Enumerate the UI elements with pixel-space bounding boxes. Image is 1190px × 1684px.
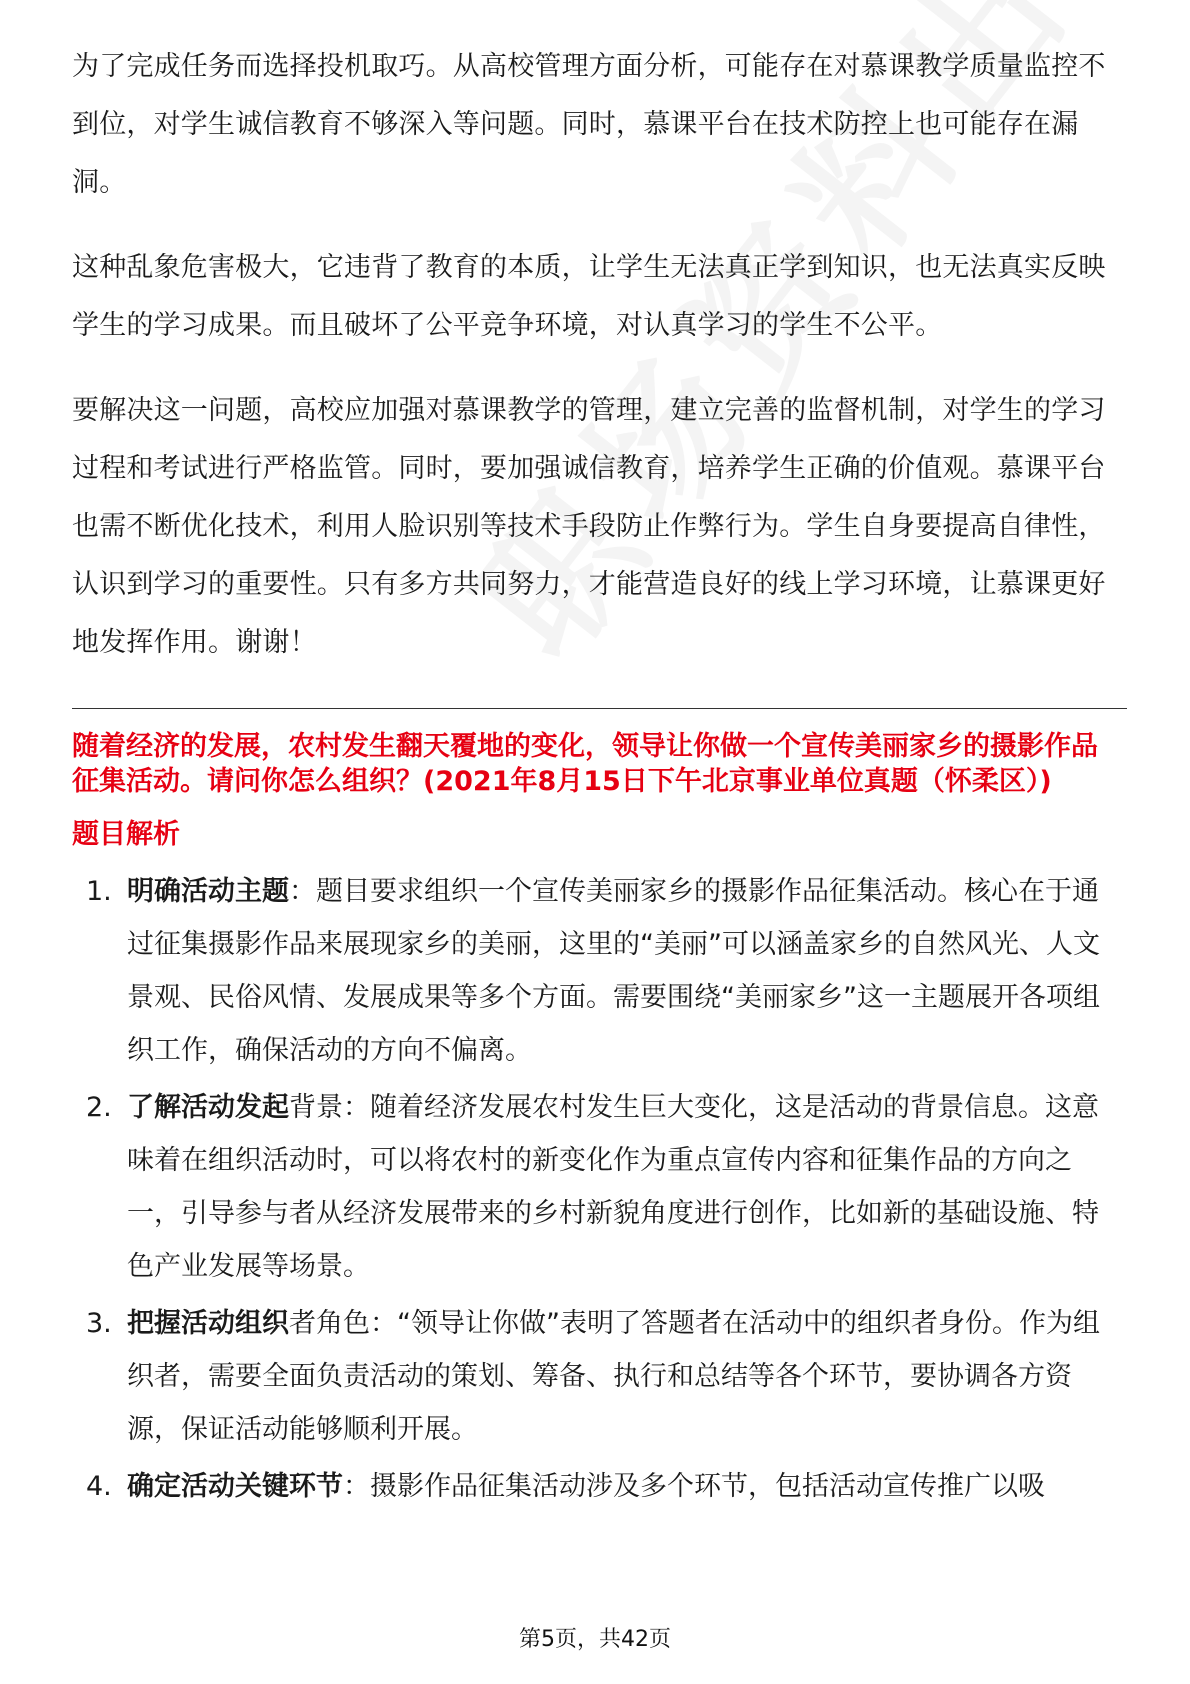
- list-number: 2.: [86, 1092, 112, 1123]
- list-number: 3.: [86, 1308, 112, 1339]
- list-item: [72, 865, 1122, 1077]
- list-item-text: ：题目要求组织一个宣传美丽家乡的摄影作品征集活动。核心在于通过征集摄影作品来展现家乡的美丽，这里的“美丽”可以涵盖家乡的自然风光、人文景观、民俗风情、发展成果等多个方面。需要围绕“美丽家乡”这一主题展开各项组织工作，确保活动的方向不偏离。: [127, 876, 1100, 1066]
- question-heading: 随着经济的发展，农村发生翻天覆地的变化，领导让你做一个宣传美丽家乡的摄影作品征集活动。请问你怎么组织？(2021年8月15日下午北京事业单位真题（怀柔区）): [72, 731, 1098, 797]
- analysis-list: [72, 865, 1122, 1513]
- list-number: 4.: [86, 1471, 112, 1502]
- list-item-lead: 把握活动组织: [127, 1308, 289, 1339]
- list-item-text: 者角色：“领导让你做”表明了答题者在活动中的组织者身份。作为组织者，需要全面负责活动的策划、筹备、执行和总结等各个环节，要协调各方资源，保证活动能够顺利开展。: [127, 1308, 1100, 1445]
- list-item-lead: 确定活动关键环节: [127, 1471, 343, 1502]
- document-body: [72, 38, 1122, 1513]
- page-number: 第5页，共42页: [519, 1627, 671, 1652]
- list-item-text: 背景：随着经济发展农村发生巨大变化，这是活动的背景信息。这意味着在组织活动时，可以将农村的新变化作为重点宣传内容和征集作品的方向之一，引导参与者从经济发展带来的乡村新貌角度进行创作，比如新的基础设施、特色产业发展等场景。: [127, 1092, 1099, 1282]
- list-item-lead: 了解活动发起: [127, 1092, 289, 1123]
- list-item: [72, 1460, 1122, 1513]
- analysis-title: 题目解析: [72, 819, 180, 850]
- list-item-lead: 明确活动主题: [127, 876, 289, 907]
- list-number: 1.: [86, 876, 112, 907]
- paragraph: 要解决这一问题，高校应加强对慕课教学的管理，建立完善的监督机制，对学生的学习过程和考试进行严格监管。同时，要加强诚信教育，培养学生正确的价值观。慕课平台也需不断优化技术，利用人脸识别等技术手段防止作弊行为。学生自身要提高自律性，认识到学习的重要性。只有多方共同努力，才能营造良好的线上学习环境，让慕课更好地发挥作用。谢谢！: [72, 395, 1106, 658]
- paragraph: 这种乱象危害极大，它违背了教育的本质，让学生无法真正学到知识，也无法真实反映学生的学习成果。而且破坏了公平竞争环境，对认真学习的学生不公平。: [72, 252, 1106, 341]
- list-item-text: ：摄影作品征集活动涉及多个环节，包括活动宣传推广以吸: [343, 1471, 1045, 1502]
- paragraph: 为了完成任务而选择投机取巧。从高校管理方面分析，可能存在对慕课教学质量监控不到位，对学生诚信教育不够深入等问题。同时，慕课平台在技术防控上也可能存在漏洞。: [72, 51, 1106, 198]
- list-item: [72, 1081, 1122, 1293]
- list-item: [72, 1297, 1122, 1456]
- section-divider: [72, 708, 1127, 709]
